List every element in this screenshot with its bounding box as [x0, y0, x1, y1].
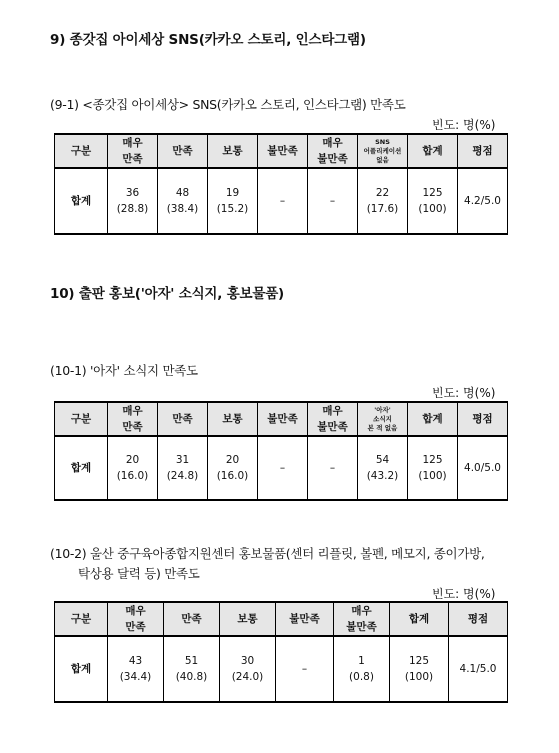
cell-very-unsatisfied: –: [308, 168, 358, 234]
unit-label: 빈도: 명(%): [432, 587, 496, 601]
col-gubun: 구분: [55, 402, 108, 436]
cell-average: 19 (15.2): [208, 168, 258, 234]
section-9-heading: 9) 종갓집 아이세상 SNS(카카오 스토리, 인스타그램): [50, 32, 366, 48]
cell-very-unsatisfied: –: [308, 436, 358, 500]
col-very-satisfied: 매우 만족: [108, 402, 158, 436]
col-gubun: 구분: [55, 602, 108, 636]
cell-total: 125 (100): [390, 636, 449, 702]
col-satisfied: 만족: [164, 602, 220, 636]
col-average: 보통: [220, 602, 276, 636]
col-very-unsatisfied: 매우 불만족: [334, 602, 390, 636]
col-not-seen: '아자' 소식지 본 적 없음: [358, 402, 408, 436]
col-very-satisfied: 매우 만족: [108, 602, 164, 636]
cell-total: 125 (100): [408, 168, 458, 234]
cell-average: 30 (24.0): [220, 636, 276, 702]
cell-total: 125 (100): [408, 436, 458, 500]
col-very-satisfied: 매우 만족: [108, 134, 158, 168]
cell-very-unsatisfied: 1 (0.8): [334, 636, 390, 702]
table-row: [55, 636, 508, 702]
col-unsatisfied: 불만족: [258, 402, 308, 436]
col-score: 평점: [458, 402, 508, 436]
cell-satisfied: 51 (40.8): [164, 636, 220, 702]
cell-not-seen: 54 (43.2): [358, 436, 408, 500]
col-satisfied: 만족: [158, 134, 208, 168]
unit-label: 빈도: 명(%): [432, 386, 496, 400]
col-very-unsatisfied: 매우 불만족: [308, 134, 358, 168]
cell-no-sns: 22 (17.6): [358, 168, 408, 234]
col-unsatisfied: 불만족: [258, 134, 308, 168]
col-total: 합계: [390, 602, 449, 636]
table-header-row: [55, 602, 508, 636]
col-total: 합계: [408, 134, 458, 168]
col-unsatisfied: 불만족: [276, 602, 334, 636]
table-10-2: [54, 601, 508, 703]
table-header-row: [55, 402, 508, 436]
cell-unsatisfied: –: [258, 436, 308, 500]
table-9-1: [54, 133, 508, 235]
col-score: 평점: [458, 134, 508, 168]
table-row: [55, 436, 508, 500]
cell-score: 4.1/5.0: [449, 636, 508, 702]
section-10-heading: 10) 출판 홍보('아자' 소식지, 홍보물품): [50, 286, 285, 302]
row-label: 합계: [55, 168, 108, 234]
col-satisfied: 만족: [158, 402, 208, 436]
col-average: 보통: [208, 134, 258, 168]
section-10-1-title: (10-1) '아자' 소식지 만족도: [50, 363, 198, 378]
row-label: 합계: [55, 636, 108, 702]
cell-satisfied: 48 (38.4): [158, 168, 208, 234]
section-9-1-title: (9-1) <종갓집 아이세상> SNS(카카오 스토리, 인스타그램) 만족도: [50, 97, 406, 112]
col-very-unsatisfied: 매우 불만족: [308, 402, 358, 436]
col-average: 보통: [208, 402, 258, 436]
col-no-sns: SNS 어플리케이션 없음: [358, 134, 408, 168]
cell-unsatisfied: –: [258, 168, 308, 234]
cell-satisfied: 31 (24.8): [158, 436, 208, 500]
cell-score: 4.2/5.0: [458, 168, 508, 234]
section-10-2-title-line1: (10-2) 울산 중구육아종합지원센터 홍보물품(센터 리플릿, 볼펜, 메모지, 종이가방,: [50, 546, 485, 561]
cell-very-satisfied: 20 (16.0): [108, 436, 158, 500]
cell-very-satisfied: 43 (34.4): [108, 636, 164, 702]
table-header-row: [55, 134, 508, 168]
cell-very-satisfied: 36 (28.8): [108, 168, 158, 234]
section-10-2-title-line2: 탁상용 달력 등) 만족도: [78, 566, 200, 581]
cell-score: 4.0/5.0: [458, 436, 508, 500]
row-label: 합계: [55, 436, 108, 500]
cell-unsatisfied: –: [276, 636, 334, 702]
col-score: 평점: [449, 602, 508, 636]
col-total: 합계: [408, 402, 458, 436]
col-gubun: 구분: [55, 134, 108, 168]
unit-label: 빈도: 명(%): [432, 118, 496, 132]
table-10-1: [54, 401, 508, 501]
table-row: [55, 168, 508, 234]
cell-average: 20 (16.0): [208, 436, 258, 500]
